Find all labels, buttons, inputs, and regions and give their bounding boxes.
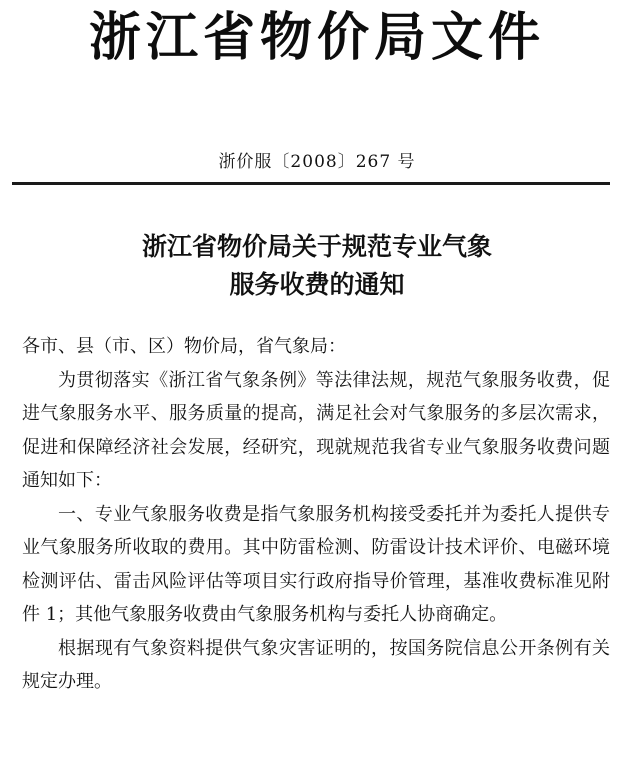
paragraph: 为贯彻落实《浙江省气象条例》等法律法规，规范气象服务收费，促进气象服务水平、服务质量的提高，满足社会对气象服务的多层次需求，促进和保障经济社会发展，经研究，现就规范我省专业气象服务收费问题通知如下：	[22, 369, 610, 491]
header-divider	[12, 182, 610, 185]
paragraph: 根据现有气象资料提供气象灾害证明的，按国务院信息公开条例有关规定办理。	[22, 637, 610, 692]
document-number: 浙价服〔2008〕267 号	[218, 152, 416, 172]
notice-title-line-2: 服务收费的通知	[229, 270, 405, 299]
salutation: 各市、县（市、区）物价局，省气象局：	[22, 336, 346, 357]
paragraph: 一、专业气象服务收费是指气象服务机构接受委托并为委托人提供专业气象服务所收取的费用。其中防雷检测、防雷设计技术评价、电磁环境检测评估、雷击风险评估等项目实行政府指导价管理，基准收费标准见附件 1；其他气象服务收费由气象服务机构与委托人协商确定。	[22, 503, 610, 625]
body-text	[22, 330, 610, 699]
notice-title-line-1: 浙江省物价局关于规范专业气象	[141, 232, 492, 261]
notice-title	[0, 228, 634, 304]
masthead-title: 浙江省物价局文件	[88, 8, 545, 68]
